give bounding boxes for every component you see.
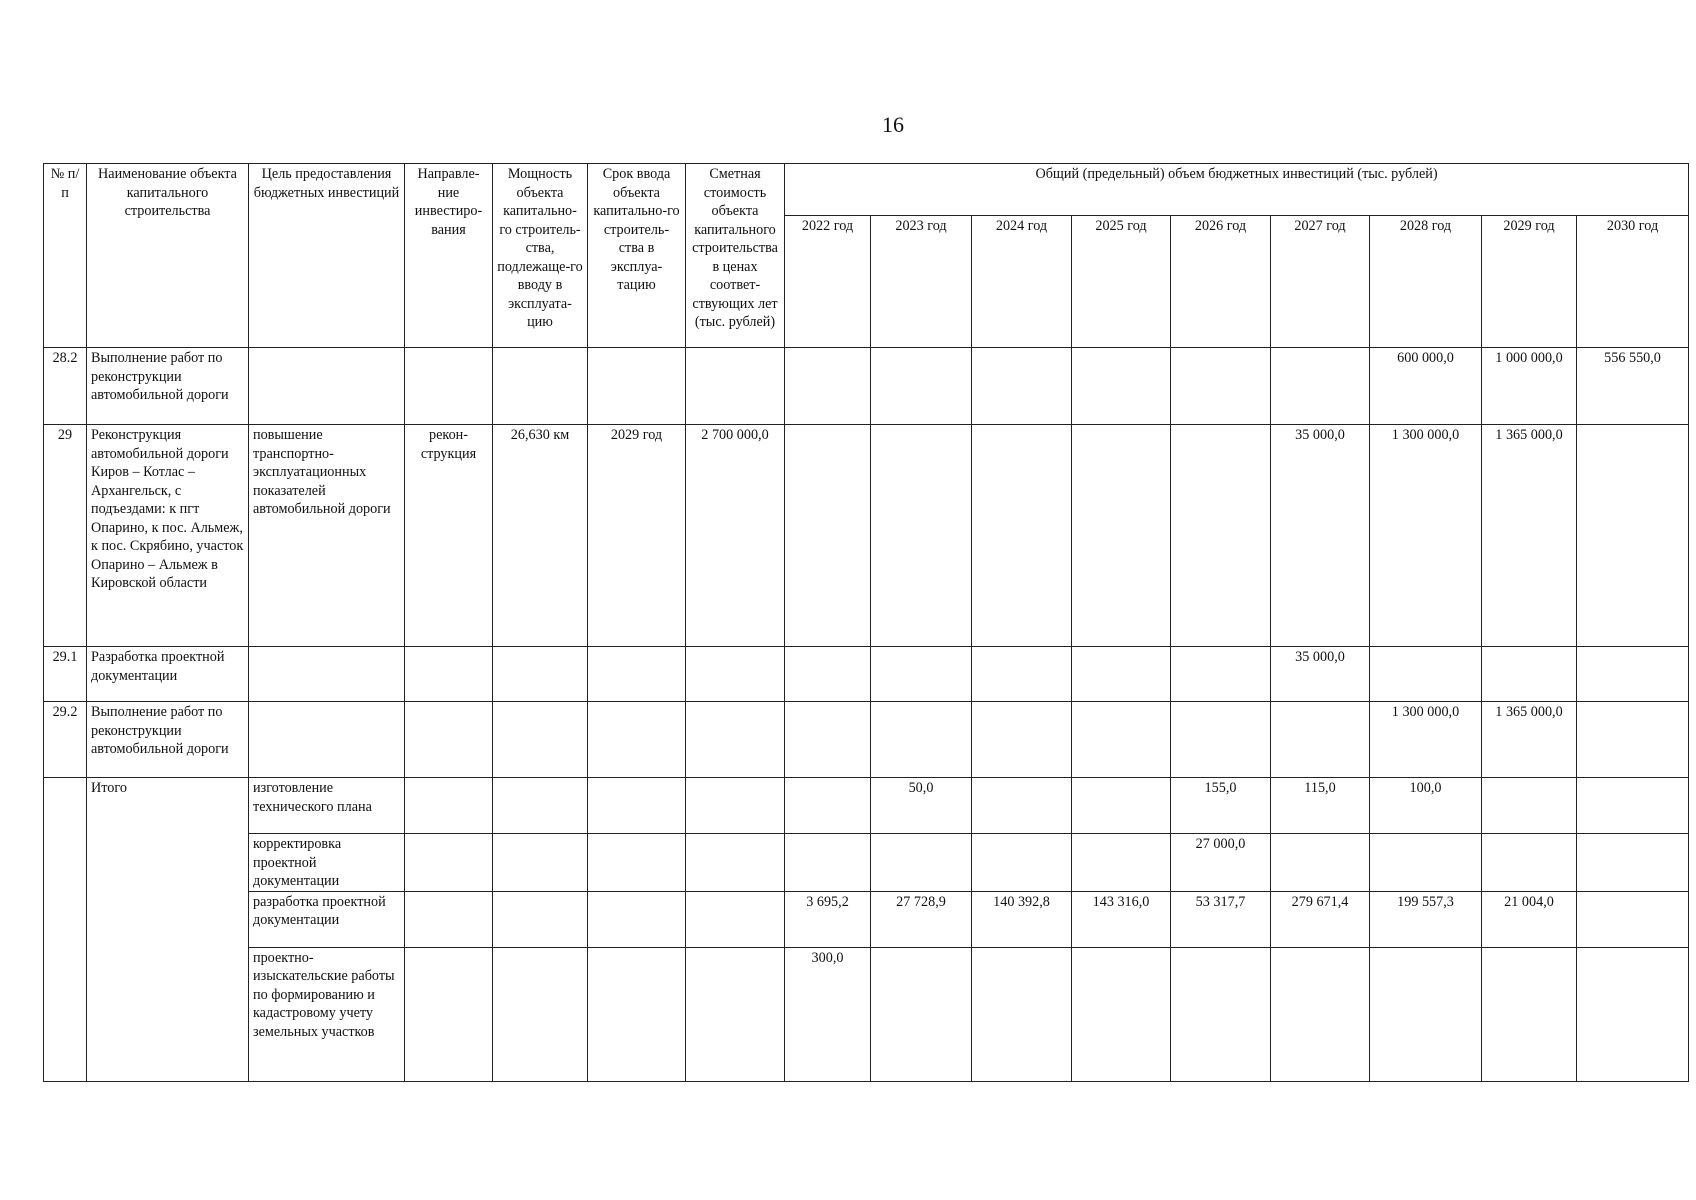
header-year: 2024 год xyxy=(972,216,1072,348)
year-value xyxy=(1482,778,1577,834)
empty-cell xyxy=(686,834,785,892)
object-name: Выполнение работ по реконструкции автомобильной дороги xyxy=(87,702,249,778)
year-value xyxy=(1370,834,1482,892)
year-value xyxy=(1482,947,1577,1081)
investment-direction xyxy=(405,702,493,778)
year-value: 50,0 xyxy=(871,778,972,834)
object-name: Разработка проектной документации xyxy=(87,647,249,702)
year-value: 155,0 xyxy=(1171,778,1271,834)
year-value xyxy=(871,425,972,647)
investment-table xyxy=(43,163,1689,1082)
empty-cell xyxy=(405,834,493,892)
table-row xyxy=(44,425,1689,647)
year-value: 1 365 000,0 xyxy=(1482,425,1577,647)
table-row xyxy=(44,647,1689,702)
year-value: 140 392,8 xyxy=(972,891,1072,947)
estimated-cost: 2 700 000,0 xyxy=(686,425,785,647)
year-value xyxy=(871,702,972,778)
row-num: 29.1 xyxy=(44,647,87,702)
row-num: 28.2 xyxy=(44,348,87,425)
year-value xyxy=(1271,947,1370,1081)
year-value xyxy=(972,348,1072,425)
year-value: 35 000,0 xyxy=(1271,425,1370,647)
year-value xyxy=(871,348,972,425)
header-term: Срок ввода объекта капитально-го строитель-ства в эксплуа-тацию xyxy=(588,164,686,348)
year-value: 1 300 000,0 xyxy=(1370,425,1482,647)
year-value xyxy=(972,947,1072,1081)
year-value xyxy=(785,702,871,778)
commissioning-term: 2029 год xyxy=(588,425,686,647)
row-num: 29 xyxy=(44,425,87,647)
empty-cell xyxy=(493,778,588,834)
year-value xyxy=(1072,834,1171,892)
empty-cell xyxy=(588,834,686,892)
investment-goal: повышение транспортно-эксплуатационных показателей автомобильной дороги xyxy=(249,425,405,647)
year-value xyxy=(1171,647,1271,702)
header-year: 2026 год xyxy=(1171,216,1271,348)
empty-cell xyxy=(493,834,588,892)
table-row xyxy=(44,702,1689,778)
year-value: 1 000 000,0 xyxy=(1482,348,1577,425)
investment-goal xyxy=(249,647,405,702)
header-cost: Сметная стоимость объекта капитального строительства в ценах соответ-ствующих лет (тыс. рублей) xyxy=(686,164,785,348)
commissioning-term xyxy=(588,348,686,425)
header-year: 2023 год xyxy=(871,216,972,348)
year-value xyxy=(785,348,871,425)
year-value xyxy=(1577,947,1689,1081)
year-value xyxy=(1370,647,1482,702)
investment-goal xyxy=(249,702,405,778)
year-value: 27 000,0 xyxy=(1171,834,1271,892)
year-value xyxy=(1171,425,1271,647)
table-row xyxy=(44,348,1689,425)
year-value: 27 728,9 xyxy=(871,891,972,947)
year-value: 35 000,0 xyxy=(1271,647,1370,702)
year-value xyxy=(1171,702,1271,778)
year-value xyxy=(972,778,1072,834)
estimated-cost xyxy=(686,348,785,425)
year-value xyxy=(972,702,1072,778)
object-capacity xyxy=(493,647,588,702)
year-value xyxy=(1577,778,1689,834)
header-name: Наименование объекта капитального строительства xyxy=(87,164,249,348)
investment-direction xyxy=(405,348,493,425)
year-value xyxy=(1072,425,1171,647)
year-value xyxy=(1271,348,1370,425)
year-value xyxy=(785,425,871,647)
total-goal: проектно-изыскательские работы по формированию и кадастровому учету земельных участков xyxy=(249,947,405,1081)
year-value: 21 004,0 xyxy=(1482,891,1577,947)
header-year: 2028 год xyxy=(1370,216,1482,348)
year-value: 143 316,0 xyxy=(1072,891,1171,947)
year-value: 53 317,7 xyxy=(1171,891,1271,947)
empty-cell xyxy=(686,947,785,1081)
header-total-volume: Общий (предельный) объем бюджетных инвестиций (тыс. рублей) xyxy=(785,164,1689,216)
empty-cell xyxy=(493,947,588,1081)
year-value: 100,0 xyxy=(1370,778,1482,834)
empty-cell xyxy=(588,778,686,834)
year-value xyxy=(1171,348,1271,425)
total-num-cell xyxy=(44,778,87,1082)
object-name: Выполнение работ по реконструкции автомобильной дороги xyxy=(87,348,249,425)
year-value xyxy=(1577,891,1689,947)
header-goal: Цель предоставления бюджетных инвестиций xyxy=(249,164,405,348)
total-row xyxy=(44,834,1689,892)
header-capacity: Мощность объекта капитально-го строитель-ства, подлежаще-го вводу в эксплуата-цию xyxy=(493,164,588,348)
header-year: 2030 год xyxy=(1577,216,1689,348)
year-value xyxy=(871,834,972,892)
year-value: 115,0 xyxy=(1271,778,1370,834)
year-value xyxy=(1482,834,1577,892)
empty-cell xyxy=(493,891,588,947)
empty-cell xyxy=(405,778,493,834)
total-row xyxy=(44,778,1689,834)
header-num: № п/п xyxy=(44,164,87,348)
year-value xyxy=(1072,778,1171,834)
commissioning-term xyxy=(588,647,686,702)
total-goal: корректировка проектной документации xyxy=(249,834,405,892)
empty-cell xyxy=(405,947,493,1081)
year-value: 1 365 000,0 xyxy=(1482,702,1577,778)
estimated-cost xyxy=(686,647,785,702)
year-value xyxy=(1072,947,1171,1081)
year-value xyxy=(1271,702,1370,778)
year-value xyxy=(1370,947,1482,1081)
year-value xyxy=(1577,834,1689,892)
empty-cell xyxy=(588,891,686,947)
year-value: 300,0 xyxy=(785,947,871,1081)
object-capacity xyxy=(493,348,588,425)
year-value xyxy=(785,778,871,834)
year-value xyxy=(972,834,1072,892)
header-direction: Направле-ние инвестиро-вания xyxy=(405,164,493,348)
header-year: 2022 год xyxy=(785,216,871,348)
estimated-cost xyxy=(686,702,785,778)
total-goal: разработка проектной документации xyxy=(249,891,405,947)
year-value: 199 557,3 xyxy=(1370,891,1482,947)
total-row xyxy=(44,947,1689,1081)
year-value xyxy=(1072,647,1171,702)
year-value xyxy=(972,647,1072,702)
investment-direction: рекон-струкция xyxy=(405,425,493,647)
year-value xyxy=(1577,702,1689,778)
total-label: Итого xyxy=(87,778,249,1082)
header-year: 2029 год xyxy=(1482,216,1577,348)
investment-direction xyxy=(405,647,493,702)
year-value xyxy=(785,834,871,892)
row-num: 29.2 xyxy=(44,702,87,778)
header-year: 2025 год xyxy=(1072,216,1171,348)
commissioning-term xyxy=(588,702,686,778)
year-value xyxy=(1577,647,1689,702)
year-value: 600 000,0 xyxy=(1370,348,1482,425)
year-value xyxy=(972,425,1072,647)
page-number: 16 xyxy=(882,112,904,137)
year-value: 279 671,4 xyxy=(1271,891,1370,947)
year-value: 3 695,2 xyxy=(785,891,871,947)
year-value xyxy=(785,647,871,702)
year-value xyxy=(1072,348,1171,425)
year-value xyxy=(871,647,972,702)
total-goal: изготовление технического плана xyxy=(249,778,405,834)
year-value xyxy=(1577,425,1689,647)
object-name: Реконструкция автомобильной дороги Киров – Котлас – Архангельск, с подъездами: к пгт Опарино, к пос. Альмеж, к пос. Скрябино, участок Опарино – Альмеж в Кировской области xyxy=(87,425,249,647)
year-value xyxy=(1482,647,1577,702)
year-value: 1 300 000,0 xyxy=(1370,702,1482,778)
empty-cell xyxy=(588,947,686,1081)
total-row xyxy=(44,891,1689,947)
year-value: 556 550,0 xyxy=(1577,348,1689,425)
object-capacity xyxy=(493,702,588,778)
investment-goal xyxy=(249,348,405,425)
year-value xyxy=(871,947,972,1081)
empty-cell xyxy=(686,891,785,947)
year-value xyxy=(1171,947,1271,1081)
year-value xyxy=(1072,702,1171,778)
object-capacity: 26,630 км xyxy=(493,425,588,647)
empty-cell xyxy=(405,891,493,947)
empty-cell xyxy=(686,778,785,834)
year-value xyxy=(1271,834,1370,892)
header-year: 2027 год xyxy=(1271,216,1370,348)
